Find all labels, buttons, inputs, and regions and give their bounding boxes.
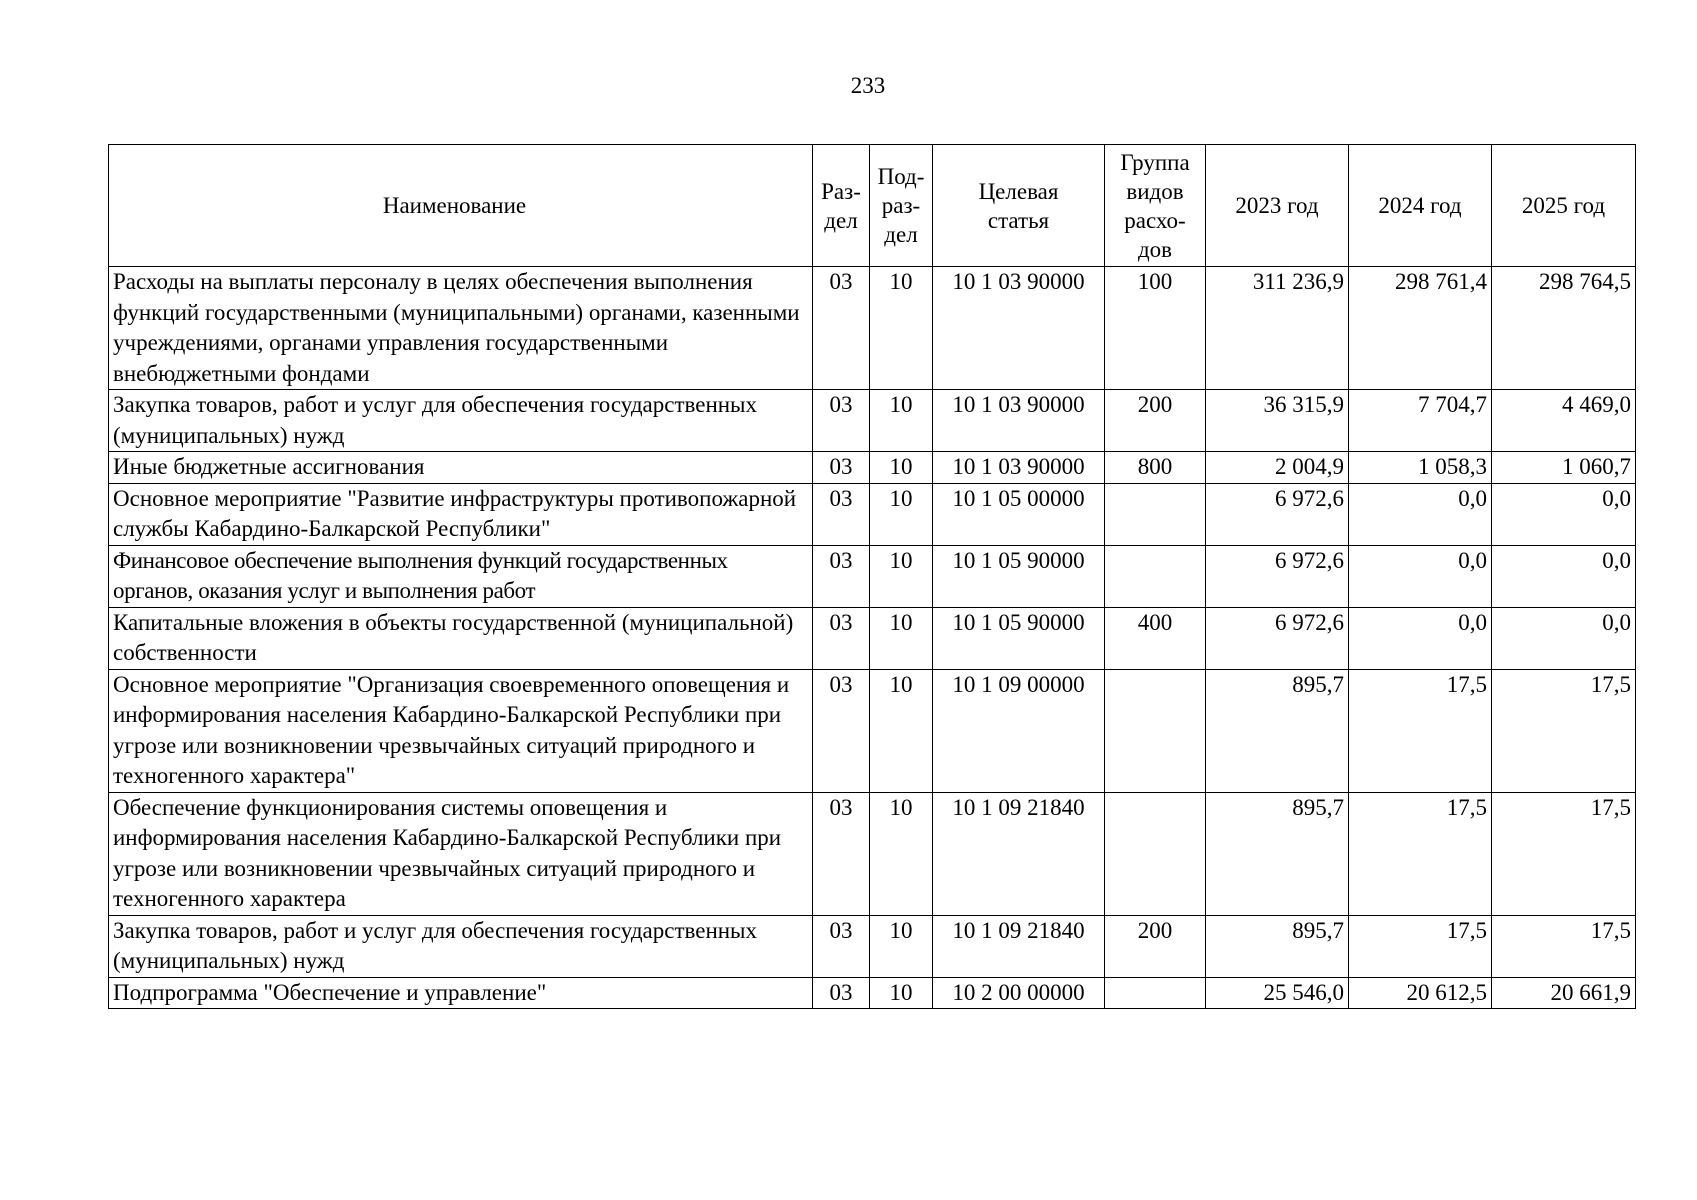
cell-target: 10 1 03 90000 [933,390,1105,452]
table-row [109,607,1636,669]
cell-2025: 17,5 [1492,915,1636,977]
cell-name: Закупка товаров, работ и услуг для обеспечения государственных (муниципальных) нужд [109,390,813,452]
cell-group [1105,977,1206,1009]
cell-section: 03 [813,267,870,390]
cell-name: Капитальные вложения в объекты государственной (муниципальной) собственности [109,607,813,669]
table-row [109,390,1636,452]
cell-subsection: 10 [870,545,933,607]
cell-target: 10 1 05 00000 [933,483,1105,545]
cell-2024: 20 612,5 [1349,977,1492,1009]
cell-2025: 17,5 [1492,792,1636,915]
table-row [109,267,1636,390]
cell-2023: 6 972,6 [1206,545,1349,607]
cell-subsection: 10 [870,977,933,1009]
table-row [109,669,1636,792]
budget-table [108,144,1636,1009]
header-2025: 2025 год [1492,145,1636,267]
cell-section: 03 [813,545,870,607]
cell-subsection: 10 [870,792,933,915]
header-section: Раз- дел [813,145,870,267]
cell-section: 03 [813,977,870,1009]
cell-2024: 17,5 [1349,792,1492,915]
cell-target: 10 1 09 00000 [933,669,1105,792]
header-2023: 2023 год [1206,145,1349,267]
cell-target: 10 1 05 90000 [933,607,1105,669]
table-row [109,977,1636,1009]
cell-subsection: 10 [870,607,933,669]
cell-group [1105,792,1206,915]
cell-subsection: 10 [870,267,933,390]
cell-subsection: 10 [870,452,933,484]
cell-name: Финансовое обеспечение выполнения функций государственных органов, оказания услуг и выполнения работ [109,545,813,607]
cell-section: 03 [813,483,870,545]
cell-section: 03 [813,792,870,915]
table-row [109,452,1636,484]
table-row [109,545,1636,607]
cell-target: 10 1 09 21840 [933,915,1105,977]
cell-2024: 17,5 [1349,669,1492,792]
table-row [109,915,1636,977]
cell-2025: 0,0 [1492,483,1636,545]
cell-2023: 2 004,9 [1206,452,1349,484]
cell-subsection: 10 [870,669,933,792]
header-group: Группа видов расхо- дов [1105,145,1206,267]
cell-name: Расходы на выплаты персоналу в целях обеспечения выполнения функций государственными (муниципальными) органами, казенными учреждениями, органами управления государственными внебюджетными фондами [109,267,813,390]
table-row [109,483,1636,545]
table-row [109,792,1636,915]
header-row [109,145,1636,267]
cell-section: 03 [813,452,870,484]
cell-group: 400 [1105,607,1206,669]
cell-2023: 895,7 [1206,792,1349,915]
cell-2023: 895,7 [1206,669,1349,792]
cell-2024: 0,0 [1349,607,1492,669]
header-name: Наименование [109,145,813,267]
cell-2025: 4 469,0 [1492,390,1636,452]
cell-2025: 20 661,9 [1492,977,1636,1009]
cell-2025: 298 764,5 [1492,267,1636,390]
cell-2024: 1 058,3 [1349,452,1492,484]
cell-group [1105,669,1206,792]
cell-target: 10 1 09 21840 [933,792,1105,915]
cell-section: 03 [813,607,870,669]
cell-subsection: 10 [870,483,933,545]
cell-target: 10 1 05 90000 [933,545,1105,607]
cell-2025: 0,0 [1492,607,1636,669]
cell-group: 200 [1105,915,1206,977]
header-2024: 2024 год [1349,145,1492,267]
cell-2023: 311 236,9 [1206,267,1349,390]
cell-2024: 298 761,4 [1349,267,1492,390]
cell-name: Обеспечение функционирования системы оповещения и информирования населения Кабардино-Балкарской Республики при угрозе или возникновении чрезвычайных ситуаций природного и техногенного характера [109,792,813,915]
cell-2023: 6 972,6 [1206,607,1349,669]
cell-2024: 0,0 [1349,545,1492,607]
cell-2024: 17,5 [1349,915,1492,977]
cell-target: 10 2 00 00000 [933,977,1105,1009]
cell-2024: 0,0 [1349,483,1492,545]
cell-group [1105,545,1206,607]
cell-2025: 17,5 [1492,669,1636,792]
cell-group: 800 [1105,452,1206,484]
cell-target: 10 1 03 90000 [933,267,1105,390]
header-target: Целевая статья [933,145,1105,267]
cell-2023: 6 972,6 [1206,483,1349,545]
page-number: 233 [850,73,886,98]
cell-2025: 0,0 [1492,545,1636,607]
cell-group [1105,483,1206,545]
header-subsection: Под- раз- дел [870,145,933,267]
cell-name: Закупка товаров, работ и услуг для обеспечения государственных (муниципальных) нужд [109,915,813,977]
cell-name: Основное мероприятие "Развитие инфраструктуры противопожарной службы Кабардино-Балкарской Республики" [109,483,813,545]
cell-section: 03 [813,669,870,792]
cell-2023: 25 546,0 [1206,977,1349,1009]
cell-name: Подпрограмма "Обеспечение и управление" [109,977,813,1009]
cell-2024: 7 704,7 [1349,390,1492,452]
cell-2023: 36 315,9 [1206,390,1349,452]
cell-section: 03 [813,915,870,977]
cell-name: Иные бюджетные ассигнования [109,452,813,484]
cell-subsection: 10 [870,390,933,452]
cell-group: 100 [1105,267,1206,390]
cell-2025: 1 060,7 [1492,452,1636,484]
cell-target: 10 1 03 90000 [933,452,1105,484]
cell-section: 03 [813,390,870,452]
cell-name: Основное мероприятие "Организация своевременного оповещения и информирования населения Кабардино-Балкарской Республики при угрозе или возникновении чрезвычайных ситуаций природного и техногенного характера" [109,669,813,792]
cell-2023: 895,7 [1206,915,1349,977]
cell-group: 200 [1105,390,1206,452]
cell-subsection: 10 [870,915,933,977]
